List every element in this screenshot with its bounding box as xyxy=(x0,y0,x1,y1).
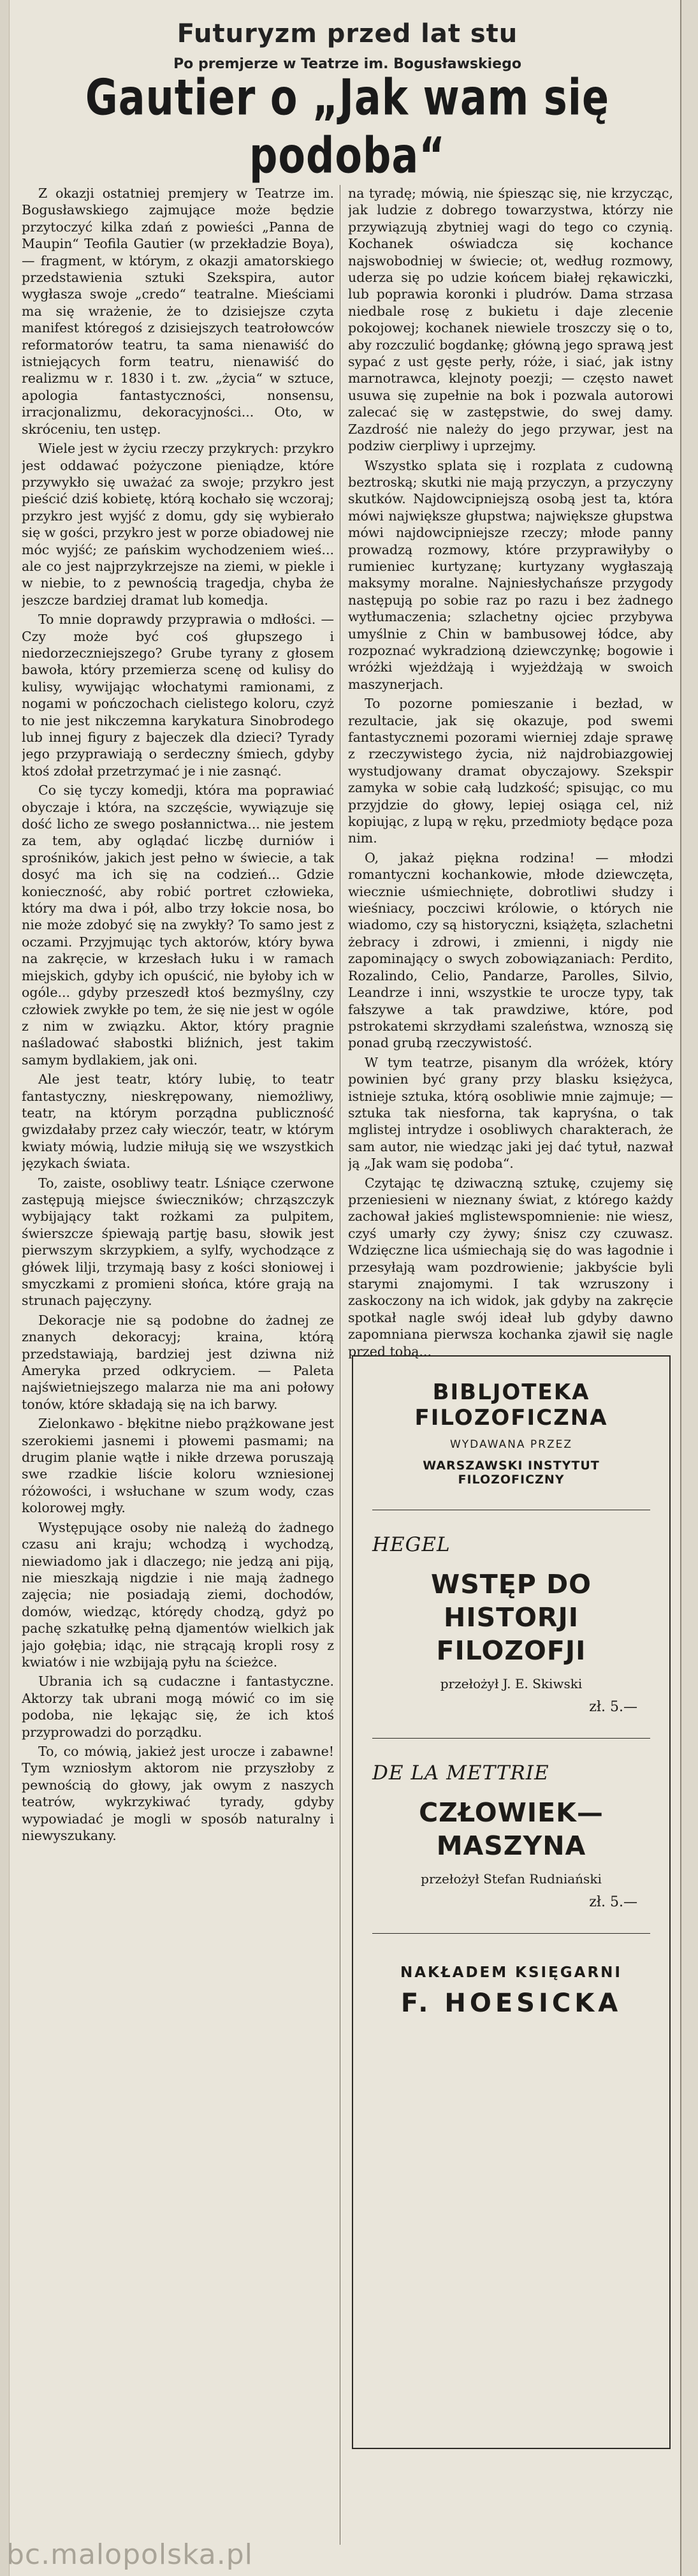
paragraph: Zielonkawo - błękitne niebo prążkowane jest szerokiemi jasnemi i płowemi pasmami; na drugim planie wątłe i nikłe drzewa poruszają swe rzadkie liście koloru wzniesionej różowości, i wsłuchane w szum wody, czas kolorowej mgły. xyxy=(22,1416,334,1516)
paragraph: To, zaiste, osobliwy teatr. Lśniące czerwone zastępują miejsce świeczników; chrząszczyk wybijający takt rożkami za pulpitem, świerszcze śpiewają partję basu, słowik jest pierwszym skrzypkiem, a sylfy, wychodzące z główek lilji, trzymają basy z kości słoniowej i smyczkami z promieni słońca, które grają na strunach pajęczyny. xyxy=(22,1175,334,1309)
ad-footer-line-1: NAKŁADEM KSIĘGARNI xyxy=(400,1964,622,1981)
ad-book-title: CZŁOWIEK—MASZYNA xyxy=(419,1797,604,1861)
adjacent-column-edge xyxy=(680,0,698,2576)
paragraph: W tym teatrze, pisanym dla wróżek, który powinien być grany przy blasku księżyca, istnieje sztuka, którą osobliwie mnie zajmuje; — sztuka tak niesforna, tak kapryśna, o tak mglistej intrydze i osobliwych charakterach, że sam autor, nie wiedząc jaki jej dać tytuł, nazwał ją „Jak wam się podoba“. xyxy=(348,1054,673,1172)
article-kicker: Futuryzm przed lat stu xyxy=(177,19,518,48)
ad-rule xyxy=(372,1933,650,1934)
ad-rule xyxy=(372,1738,650,1739)
ad-footer-line-2: F. HOESICKA xyxy=(400,1989,622,2018)
paragraph: To pozorne pomieszanie i bezład, w rezultacie, jak się okazuje, pod swemi fantastycznemi pozorami wierniej zdaje sprawę z rzeczywistego życia, niż najdrobiazgowiej wystudjowany dramat obyczajowy. Szekspir zamyka w sobie całą ludzkość; spisując, co mu przyjdzie do głowy, lepiej osiąga cel, niż kopiując, z lupą w ręku, przedmioty będące poza nim. xyxy=(348,696,673,846)
paragraph: Dekoracje nie są podobne do żadnej ze znanych dekoracyj; kraina, którą przedstawiają, bardziej jest dziwna niż Ameryka przed odkryciem. — Paleta najświetniejszego malarza nie ma ani połowy tonów, które składają się na ich barwy. xyxy=(22,1312,334,1412)
paragraph: To mnie doprawdy przyprawia o mdłości. — Czy może być coś głupszego i niedorzeczniejszego? Grube tyrany z głosem bawoła, który przemierza scenę od kulisy do kulisy, wywijając włochatymi ramionami, z nogami w pończochach cielistego koloru, czyż to nie jest nikczemna karykatura Sinobrodego lub innej figury z bajeczek dla dzieci? Tyrady jego przyprawiają o serdeczny śmiech, gdyby ktoś zdołał przetrzymać je i nie zasnąć. xyxy=(22,612,334,779)
paragraph: Wiele jest w życiu rzeczy przykrych: przykro jest oddawać pożyczone pieniądze, które przywykło się uważać za swoje; przykro jest pieścić dziś kobietę, którą kochało się wczoraj; przykro jest wyjść z domu, gdy się wybierało się w gości, przykro jest w porze obiadowej nie móc wyjść; ze pańskim wychodzeniem wieś... ale co jest najprzykrzejsze na ziemi, w piekle i w niebie, to z pewnością tragedja, chyba że jeszcze bardziej dramat lub komedja. xyxy=(22,441,334,608)
ad-book-price: zł. 5.— xyxy=(589,1894,637,1910)
ad-book-translator: przełożył Stefan Rudniański xyxy=(421,1871,602,1887)
ad-publisher-name: BIBLJOTEKA FILOZOFICZNA xyxy=(414,1380,608,1431)
page-left-edge xyxy=(0,0,10,2576)
ad-publisher-line: WYDAWANA PRZEZ xyxy=(449,1438,573,1451)
ad-book-author: DE LA METTRIE xyxy=(372,1762,549,1785)
paragraph: Występujące osoby nie należą do żadnego czasu ani kraju; wchodzą i wychodzą, niewiadomo jak i dlaczego; nie jedzą ani piją, nie mieszkają nigdzie i nie mają żadnego zajęcia; nie posiadają ziemi, dochodów, domów, wiedząc, którędy chodzą, gdyż po pachę szkatułkę pełną djamentów wielkich jak jajo gołębia; idąc, nie strącają kropli rosy z kwiatów i nie wzbijają pyłu na ścieżce. xyxy=(22,1519,334,1670)
paragraph: O, jakaż piękna rodzina! — młodzi romantyczni kochankowie, młode dziewczęta, wiecznie uśmiechnięte, dobrotliwi słudzy i wieśniacy, poczciwi królowie, o których nie wiadomo, czy są historyczni, książęta, szlachetni żebracy i zdrowi, i zmienni, i nigdy nie zapominający o swych zobowiązaniach: Perdito, Rozalindo, Celio, Pandarze, Parolles, Silvio, Leandrze i inni, wszystkie te urocze typy, tak fałszywe a tak prawdziwe, które, pod pstrokatemi skrzydłami szaleństwa, wznoszą się ponad grubą rzeczywistość. xyxy=(348,850,673,1051)
article-column-2 xyxy=(348,185,673,1358)
ad-book-title: WSTĘP DO HISTORJI FILOZOFJI xyxy=(431,1569,592,1666)
ad-institute: WARSZAWSKI INSTYTUT FILOZOFICZNY xyxy=(423,1459,600,1487)
ad-book-author: HEGEL xyxy=(372,1533,451,1556)
paragraph: Ubrania ich są cudaczne i fantastyczne. Aktorzy tak ubrani mogą mówić co im się podoba, nie lękając się, że ich ktoś przyprowadzi do porządku. xyxy=(22,1674,334,1740)
paragraph: Z okazji ostatniej premjery w Teatrze im. Bogusławskiego zajmujące może będzie przytoczyć kilka zdań z powieści „Panna de Maupin“ Teofila Gautier (w przekładzie Boya), — fragment, w którym, z okazji amatorskiego przedstawienia sztuki Szekspira, autor wygłasza swoje „credo“ teatralne. Mieściami ma się wrażenie, że to dzisiejsze czyta manifest któregoś z dzisiejszych teatrołowców reformatorów teatru, ta sama nienawiść do istniejących form teatru, nienawiść do realizmu w r. 1830 i t. zw. „życia“ w sztuce, apologia fantastyczności, nonsensu, irracjonalizmu, dekoracyjności... Oto, w skróceniu, ten ustęp. xyxy=(22,186,334,437)
ad-book-translator: przełożył J. E. Skiwski xyxy=(440,1676,583,1691)
paragraph: na tyradę; mówią, nie śpiesząc się, nie krzycząc, jak ludzie z dobrego towarzystwa, którzy nie przywiązują zbytniej wagi do tego co czynią. Kochanek oświadcza się kochance najswobodniej w świecie; ot, według rozmowy, uderza się po udzie końcem białej rękawiczki, lub poprawia koronki i pludrów. Dama strzasa niedbale rosę z bukietu i daje zlecenie pokojowej; kochanek niewiele troszczy się o to, aby rozczulić bogdankę; główną jego sprawą jest sypać z ust gęste perły, róże, i siać, jak istny marnotrawca, klejnoty poezji; — często nawet usuwa się zupełnie na bok i pozwala autorowi zalecać się w zastępstwie, do swej damy. Zazdrość nie należy do jego przywar, jest na podziw cierpliwy i uprzejmy. xyxy=(348,186,673,454)
article-column-1 xyxy=(22,185,334,2558)
book-advertisement xyxy=(352,1355,671,2449)
source-watermark: bc.malopolska.pl xyxy=(6,2538,253,2571)
article-header xyxy=(19,13,676,185)
article-subtitle: Po premjerze w Teatrze im. Bogusławskiego xyxy=(173,56,521,72)
ad-book-price: zł. 5.— xyxy=(589,1699,637,1715)
paragraph: Czytając tę dziwaczną sztukę, czujemy się przeniesieni w nieznany świat, z którego każdy zachował jakieś mglistewspomnienie: nie wiesz, czyś umarły czy żywy; śnisz czy czuwasz. Wdzięczne lica uśmiechają się do was łagodnie i przesyłają wam pozdrowienie; jakbyście byli starymi znajomymi. I tak wzruszony i zaskoczony na ich widok, jak gdyby na zakręcie spotkał nagle swój ideał lub gdyby dawno zapomniana pierwsza kochanka zjawił się nagle przed tobą... xyxy=(348,1175,673,1358)
paragraph: Wszystko splata się i rozplata z cudowną beztroską; skutki nie mają przyczyn, a przyczyny skutków. Najdowcipniejszą osobą jest ta, która mówi największe głupstwa; największe głupstwa mówi najdowcipniejsze rzeczy; młode panny prowadzą rozmowy, które przyprawiłyby o rumieniec kurtyzanę; kurtyzany wygłaszają maksymy moralne. Najniesłychańsze przygody następują po sobie raz po razu i bez żadnego wytłumaczenia; szlachetny ojciec przybywa umyślnie z Chin w bambusowej łódce, aby rozpoznać wykradzioną dziewczynkę; bogowie i wróżki wjeżdżają i wyjeżdżają w swoich maszynerjach. xyxy=(348,457,673,692)
article-title: Gautier o „Jak wam się podoba“ xyxy=(85,68,610,185)
paragraph: Ale jest teatr, który lubię, to teatr fantastyczny, nieskrępowany, niemożliwy, teatr, na którym porządna publiczność gwizdałaby przez cały wieczór, teatr, w którym kwiaty mówią, ludzie miłują się we wszystkich językach świata. xyxy=(22,1071,334,1172)
paragraph: Co się tyczy komedji, która ma poprawiać obyczaje i która, na szczęście, wywiązuje się dość licho ze swego posłannictwa... nie jestem za tem, aby oglądać liczbę durniów i sprośników, jakich jest pełno w świecie, a tak dosyć ma ich się na codzień... Gdzie konieczność, aby robić portret człowieka, który ma dwa i pół, albo trzy łokcie nosa, bo nie może zdobyć się na zwykły? To samo jest z oczami. Przyjmując tych aktorów, który bywa na zakręcie, w krzesłach łuku i w ramach miejskich, gdyby ich opuścić, nie byłoby ich w ogóle... gdyby przeszedł ktoś bezmyślny, czy człowiek zwykłe po tem, że się nie jest w ogóle z nim w związku. Aktor, który pragnie naśladować słabostki bliźnich, jest takim samym bydlakiem, jak oni. xyxy=(22,783,334,1068)
paragraph: To, co mówią, jakież jest urocze i zabawne! Tym wzniosłym aktorom nie przyszłoby z pewnością do głowy, jak owym z naszych teatrów, wykrzykiwać tyrady, gdyby wypowiadać je mogli w sposób naturalny i niewyszukany. xyxy=(22,1743,334,1843)
